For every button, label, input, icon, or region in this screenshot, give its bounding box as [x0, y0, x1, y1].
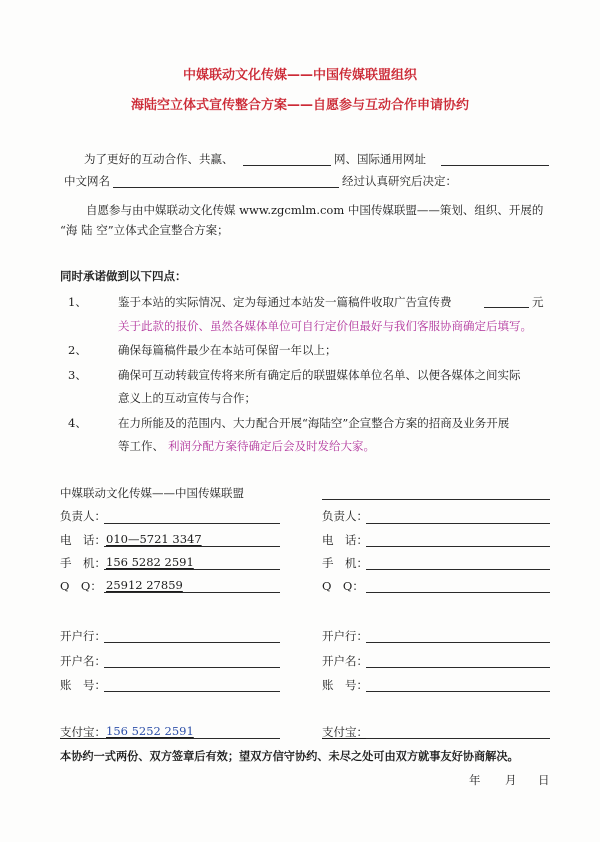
item-4-text2-b: 利润分配方案待确定后会及时发给大家。 [168, 439, 375, 453]
party-a-bank-blank[interactable] [104, 642, 280, 643]
item-4-number: 4、 [68, 416, 87, 430]
party-a-leader-label: 负责人： [60, 509, 106, 523]
fee-blank[interactable] [484, 307, 529, 308]
date-month: 月 [505, 773, 517, 787]
party-a-leader-blank[interactable] [104, 523, 280, 524]
party-b-mobile-label: 手 机： [322, 556, 368, 570]
party-a-account-no-label: 账 号： [60, 678, 106, 692]
party-b-qq-blank[interactable] [366, 592, 550, 593]
item-3-number: 3、 [68, 368, 87, 382]
party-a-bank-label: 开户行： [60, 629, 106, 643]
party-a-mobile-value: 156 5282 2591 [106, 555, 194, 569]
party-b-qq-label: Q Q： [322, 579, 364, 593]
party-a-mobile-line [104, 569, 280, 570]
party-b-account-no-label: 账 号： [322, 678, 368, 692]
site-name-blank[interactable] [243, 165, 331, 166]
party-b-account-no-blank[interactable] [366, 691, 550, 692]
party-b-bank-blank[interactable] [366, 642, 550, 643]
intro-line4: “海 陆 空”立体式企宣整合方案； [60, 223, 229, 237]
party-b-phone-label: 电 话： [322, 533, 368, 547]
date-year: 年 [469, 773, 481, 787]
party-a-alipay-number: 156 5252 2591 [106, 724, 194, 738]
party-b-account-name-label: 开户名： [322, 654, 368, 668]
party-b-alipay-label: 支付宝： [322, 725, 368, 739]
item-1-number: 1、 [68, 295, 87, 309]
party-b-mobile-blank[interactable] [366, 569, 550, 570]
party-a-account-no-blank[interactable] [104, 691, 280, 692]
date-day: 日 [538, 773, 550, 787]
party-a-alipay-value [106, 724, 194, 738]
party-a-account-name-blank[interactable] [104, 667, 280, 668]
party-a-account-name-label: 开户名： [60, 654, 106, 668]
party-a-qq-value: 25912 27859 [106, 578, 183, 592]
item-4-text2-a: 等工作、 [118, 439, 164, 453]
party-a-qq-line [104, 592, 280, 593]
item-3-text: 确保可互动转载宣传将来所有确定后的联盟媒体单位名单、以便各媒体之间实际 [118, 368, 521, 382]
party-a-mobile-label: 手 机： [60, 556, 106, 570]
intro-line1-b: 网、国际通用网址 [334, 152, 426, 166]
item-2-number: 2、 [68, 343, 87, 357]
document-subtitle: 海陆空立体式宣传整合方案——自愿参与互动合作申请协约 [130, 98, 469, 113]
party-b-leader-blank[interactable] [366, 523, 550, 524]
party-b-account-name-blank[interactable] [366, 667, 550, 668]
intro-line2-a: 中文网名 [64, 174, 110, 188]
intro-line3: 自愿参与由中媒联动文化传媒 www.zgcmlm.com 中国传媒联盟——策划、组织、开展的 [86, 203, 544, 217]
party-b-org-blank[interactable] [322, 499, 550, 500]
party-a-org: 中媒联动文化传媒——中国传媒联盟 [60, 486, 244, 500]
party-a-alipay-label: 支付宝： [60, 725, 106, 739]
item-3-text2: 意义上的互动宣传与合作； [118, 391, 256, 405]
item-1-note: 关于此款的报价、虽然各媒体单位可自行定价但最好与我们客服协商确定后填写。 [118, 319, 532, 333]
item-1-suffix: 元 [532, 295, 544, 309]
party-b-bank-label: 开户行： [322, 629, 368, 643]
intro-line1-a: 为了更好的互动合作、共赢、 [84, 152, 234, 166]
chinese-site-name-blank[interactable] [113, 187, 339, 188]
party-a-alipay-line [104, 738, 280, 739]
site-url-blank[interactable] [441, 165, 549, 166]
party-a-phone-label: 电 话： [60, 533, 106, 547]
footer-note: 本协约一式两份、双方签章后有效；望双方信守协约、未尽之处可由双方就事友好协商解决。 [60, 749, 519, 763]
party-b-alipay-blank[interactable] [366, 738, 550, 739]
party-a-qq-label: Q Q： [60, 579, 102, 593]
promise-header: 同时承诺做到以下四点： [60, 269, 187, 283]
document-title: 中媒联动文化传媒——中国传媒联盟组织 [182, 68, 417, 83]
party-b-leader-label: 负责人： [322, 509, 368, 523]
item-2-text: 确保每篇稿件最少在本站可保留一年以上； [118, 343, 337, 357]
party-a-phone-value: 010—5721 3347 [106, 532, 202, 546]
item-4-text: 在力所能及的范围内、大力配合开展“海陆空”企宣整合方案的招商及业务开展 [118, 416, 510, 430]
intro-line2-b: 经过认真研究后决定： [342, 174, 457, 188]
party-a-phone-line [104, 546, 280, 547]
item-1-text: 鉴于本站的实际情况、定为每通过本站发一篇稿件收取广告宣传费 [118, 295, 452, 309]
party-b-phone-blank[interactable] [366, 546, 550, 547]
